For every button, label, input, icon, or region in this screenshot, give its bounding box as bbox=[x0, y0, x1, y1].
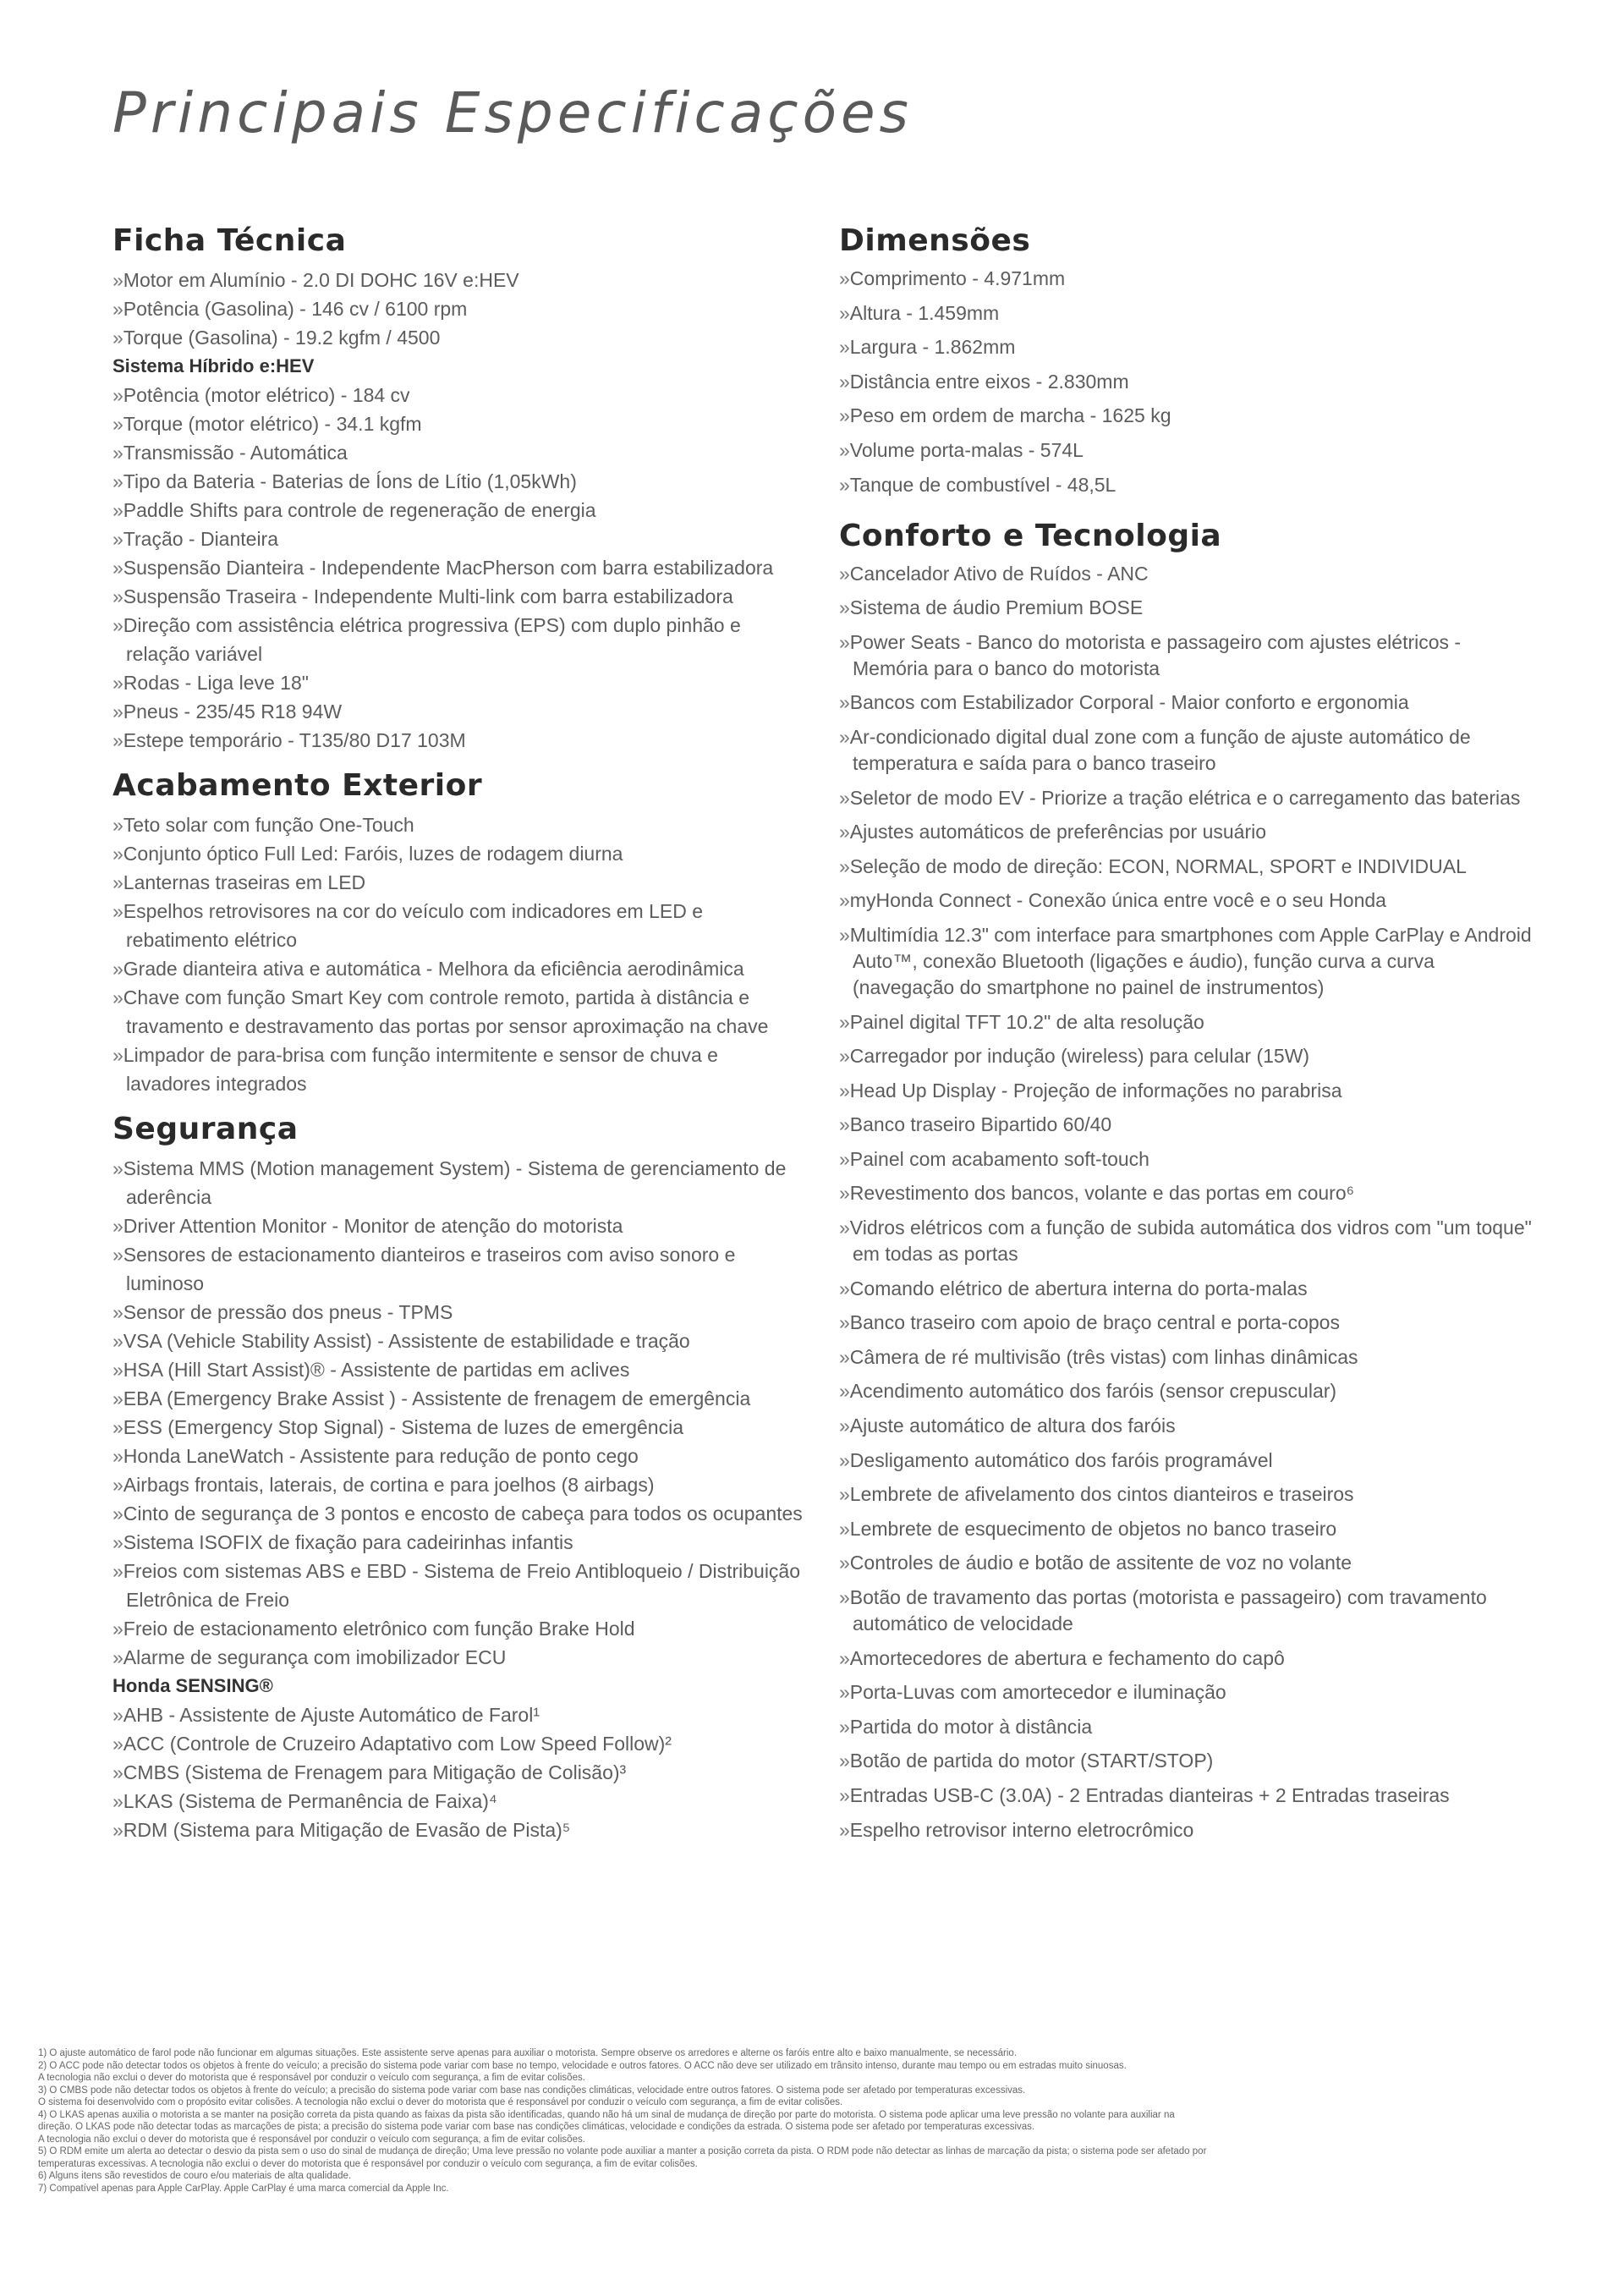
spec-item bbox=[112, 1528, 806, 1557]
spec-item bbox=[112, 438, 806, 467]
spec-item-text: Espelhos retrovisores na cor do veículo com indicadores em LED e rebatimento elétrico bbox=[123, 900, 704, 951]
spec-item bbox=[112, 1729, 806, 1758]
bullet-marker: » bbox=[112, 1618, 123, 1640]
spec-item-text: Entradas USB-C (3.0A) - 2 Entradas dianteiras + 2 Entradas traseiras bbox=[849, 1783, 1450, 1806]
spec-item-text: Sistema ISOFIX de fixação para cadeirinhas infantis bbox=[123, 1531, 573, 1553]
spec-item-text: Painel digital TFT 10.2" de alta resolução bbox=[849, 1010, 1204, 1033]
spec-item-text: AHB - Assistente de Ajuste Automático de Farol¹ bbox=[123, 1704, 540, 1726]
spec-item bbox=[112, 810, 806, 839]
spec-item-text: Acendimento automático dos faróis (sensor crepuscular) bbox=[849, 1380, 1337, 1403]
bullet-marker: » bbox=[112, 1387, 123, 1409]
bullet-marker: » bbox=[112, 1215, 123, 1237]
bullet-marker: » bbox=[839, 1483, 850, 1506]
bullet-marker: » bbox=[839, 691, 850, 714]
spec-item-text: Tipo da Bateria - Baterias de Íons de Lítio (1,05kWh) bbox=[123, 470, 577, 492]
seguranca-section bbox=[112, 1110, 806, 1844]
spec-item bbox=[112, 294, 806, 323]
spec-item-text: Lanternas traseiras em LED bbox=[123, 871, 366, 893]
seguranca-list bbox=[112, 1154, 806, 1672]
spec-item bbox=[839, 1146, 1533, 1173]
spec-item bbox=[839, 595, 1533, 621]
spec-item bbox=[112, 726, 806, 755]
bullet-marker: » bbox=[112, 528, 123, 550]
bullet-marker: » bbox=[112, 585, 123, 607]
bullet-marker: » bbox=[112, 1560, 123, 1582]
bullet-marker: » bbox=[112, 672, 123, 694]
bullet-marker: » bbox=[112, 1044, 123, 1066]
spec-item-text: Limpador de para-brisa com função intermitente e sensor de chuva e lavadores integrados bbox=[123, 1044, 718, 1095]
spec-item-text: Seleção de modo de direção: ECON, NORMAL, SPORT e INDIVIDUAL bbox=[849, 854, 1467, 877]
bullet-marker: » bbox=[112, 1157, 123, 1179]
spec-item-text: Freio de estacionamento eletrônico com função Brake Hold bbox=[123, 1618, 635, 1640]
bullet-marker: » bbox=[112, 470, 123, 492]
spec-item-text: Freios com sistemas ABS e EBD - Sistema de Freio Antibloqueio / Distribuição Eletrônica de Freio bbox=[123, 1560, 801, 1611]
spec-item bbox=[839, 1481, 1533, 1508]
spec-item-text: Cinto de segurança de 3 pontos e encosto de cabeça para todos os ocupantes bbox=[123, 1503, 803, 1525]
bullet-marker: » bbox=[839, 473, 850, 496]
bullet-marker: » bbox=[112, 986, 123, 1008]
spec-item bbox=[112, 1499, 806, 1528]
bullet-marker: » bbox=[839, 889, 850, 912]
spec-item bbox=[112, 1758, 806, 1787]
spec-item bbox=[112, 1211, 806, 1240]
dimensoes-list bbox=[839, 266, 1533, 498]
spec-item-text: Potência (motor elétrico) - 184 cv bbox=[123, 384, 410, 406]
bullet-marker: » bbox=[839, 1750, 850, 1772]
bullet-marker: » bbox=[112, 1359, 123, 1381]
spec-item-text: Airbags frontais, laterais, de cortina e para joelhos (8 airbags) bbox=[123, 1474, 655, 1496]
spec-item bbox=[839, 561, 1533, 587]
bullet-marker: » bbox=[839, 1311, 850, 1334]
spec-item-text: LKAS (Sistema de Permanência de Faixa)⁴ bbox=[123, 1790, 497, 1812]
bullet-marker: » bbox=[112, 1474, 123, 1496]
footnote-line: 4) O LKAS apenas auxilia o motorista a se manter na posição correta da pista quando as faixas da pista são identificadas, quando não há um sinal de mudança de direção por parte do motorista. O sistema pode aplicar uma leve pressão no volante para auxiliar na bbox=[38, 2109, 1175, 2120]
bullet-marker: » bbox=[839, 786, 850, 809]
footnote-line: O sistema foi desenvolvido com o propósito evitar colisões. A tecnologia não exclui o dever do motorista que é responsável por conduzir o veículo com segurança, a fim de evitar colisões. bbox=[38, 2097, 843, 2107]
spec-item-text: Multimídia 12.3" com interface para smartphones com Apple CarPlay e Android Auto™, conexão Bluetooth (ligações e áudio), função curva a curva (navegação do smartphone no painel de instrumentos) bbox=[849, 923, 1532, 998]
bullet-marker: » bbox=[112, 499, 123, 521]
bullet-marker: » bbox=[839, 821, 850, 843]
spec-item bbox=[839, 1585, 1533, 1637]
bullet-marker: » bbox=[839, 1552, 850, 1574]
bullet-marker: » bbox=[839, 1079, 850, 1102]
spec-item bbox=[112, 553, 806, 582]
bullet-marker: » bbox=[112, 843, 123, 865]
spec-item-text: RDM (Sistema para Mitigação de Evasão de Pista)⁵ bbox=[123, 1819, 571, 1841]
bullet-marker: » bbox=[839, 1045, 850, 1068]
spec-item-text: Revestimento dos bancos, volante e das portas em couro⁶ bbox=[849, 1182, 1355, 1205]
bullet-marker: » bbox=[112, 1704, 123, 1726]
bullet-marker: » bbox=[839, 630, 850, 653]
spec-item bbox=[112, 611, 806, 668]
spec-item-text: Cancelador Ativo de Ruídos - ANC bbox=[849, 562, 1149, 585]
footnote-line: direção. O LKAS pode não detectar todas as marcações de pista; a precisão do sistema pode variar com base nas condições climáticas, velocidade e condições da estrada. O sistema pode ser afetado por temperaturas excessivas. bbox=[38, 2122, 1035, 2132]
spec-item-text: Desligamento automático dos faróis programável bbox=[849, 1448, 1273, 1471]
spec-item bbox=[839, 629, 1533, 682]
bullet-marker: » bbox=[112, 614, 123, 636]
spec-item bbox=[112, 983, 806, 1041]
spec-item bbox=[839, 334, 1533, 360]
spec-item-text: Largura - 1.862mm bbox=[849, 336, 1016, 359]
spec-item-text: Partida do motor à distância bbox=[849, 1715, 1093, 1738]
spec-item-text: myHonda Connect - Conexão única entre você e o seu Honda bbox=[849, 889, 1386, 912]
spec-item bbox=[839, 1550, 1533, 1576]
spec-item-text: ESS (Emergency Stop Signal) - Sistema de luzes de emergência bbox=[123, 1416, 684, 1438]
spec-item bbox=[112, 266, 806, 294]
bullet-marker: » bbox=[112, 958, 123, 980]
spec-item-text: Grade dianteira ativa e automática - Melhora da eficiência aerodinâmica bbox=[123, 958, 744, 980]
spec-item-text: Sensores de estacionamento dianteiros e traseiros com aviso sonoro e luminoso bbox=[123, 1244, 736, 1294]
bullet-marker: » bbox=[112, 1819, 123, 1841]
spec-item-text: ACC (Controle de Cruzeiro Adaptativo com Low Speed Follow)² bbox=[123, 1733, 672, 1755]
bullet-marker: » bbox=[839, 438, 850, 461]
bullet-marker: » bbox=[112, 700, 123, 722]
spec-item bbox=[112, 1298, 806, 1327]
spec-item bbox=[112, 1355, 806, 1384]
bullet-marker: » bbox=[839, 1818, 850, 1841]
bullet-marker: » bbox=[112, 298, 123, 320]
honda-sensing-subheading: Honda SENSING® bbox=[112, 1675, 273, 1696]
bullet-marker: » bbox=[839, 1182, 850, 1205]
spec-item-text: Sistema MMS (Motion management System) - Sistema de gerenciamento de aderência bbox=[123, 1157, 787, 1208]
spec-item bbox=[839, 1714, 1533, 1740]
spec-item bbox=[112, 1643, 806, 1672]
spec-item bbox=[112, 496, 806, 525]
spec-item bbox=[839, 854, 1533, 880]
spec-item-text: Ajuste automático de altura dos faróis bbox=[849, 1415, 1176, 1437]
spec-item-text: Torque (Gasolina) - 19.2 kgfm / 4500 bbox=[123, 327, 441, 349]
spec-item-text: Banco traseiro com apoio de braço central e porta-copos bbox=[849, 1311, 1340, 1334]
hybrid-system-subheading: Sistema Híbrido e:HEV bbox=[112, 355, 315, 376]
footnote-line: 7) Compatível apenas para Apple CarPlay. Apple CarPlay é uma marca comercial da Apple Inc. bbox=[38, 2183, 449, 2194]
seguranca-heading: Segurança bbox=[112, 1112, 299, 1146]
spec-item bbox=[112, 1041, 806, 1098]
spec-item bbox=[839, 1378, 1533, 1404]
spec-item-text: Transmissão - Automática bbox=[123, 442, 348, 464]
spec-item-text: Bancos com Estabilizador Corporal - Maior conforto e ergonomia bbox=[849, 691, 1409, 714]
spec-item-text: Driver Attention Monitor - Monitor de atenção do motorista bbox=[123, 1215, 623, 1237]
spec-item-text: Distância entre eixos - 2.830mm bbox=[849, 370, 1129, 393]
spec-item-text: Volume porta-malas - 574L bbox=[849, 438, 1084, 461]
spec-item bbox=[112, 868, 806, 897]
bullet-marker: » bbox=[839, 1345, 850, 1368]
spec-item bbox=[839, 1448, 1533, 1474]
spec-item-text: Tanque de combustível - 48,5L bbox=[849, 473, 1116, 496]
spec-item bbox=[112, 1240, 806, 1298]
bullet-marker: » bbox=[112, 729, 123, 751]
footnote-line: 1) O ajuste automático de farol pode não funcionar em algumas situações. Este assistente serve apenas para auxiliar o motorista. Sempre observe os arredores e alterne os faróis entre alto e baixo manualmente, se necessário. bbox=[38, 2048, 1018, 2058]
ficha-tecnica-heading: Ficha Técnica bbox=[112, 223, 347, 258]
spec-item bbox=[112, 1327, 806, 1355]
spec-item-text: Comando elétrico de abertura interna do porta-malas bbox=[849, 1277, 1308, 1299]
spec-item bbox=[112, 1816, 806, 1844]
bullet-marker: » bbox=[839, 562, 850, 585]
spec-item bbox=[839, 1516, 1533, 1542]
spec-item bbox=[112, 1442, 806, 1470]
bullet-marker: » bbox=[839, 1415, 850, 1437]
left-column bbox=[112, 222, 806, 1844]
bullet-marker: » bbox=[112, 871, 123, 893]
spec-item-text: Seletor de modo EV - Priorize a tração elétrica e o carregamento das baterias bbox=[849, 786, 1521, 809]
spec-item bbox=[839, 1783, 1533, 1809]
bullet-marker: » bbox=[839, 404, 850, 427]
spec-item-text: Potência (Gasolina) - 146 cv / 6100 rpm bbox=[123, 298, 468, 320]
spec-item-text: Power Seats - Banco do motorista e passageiro com ajustes elétricos - Memória para o banco do motorista bbox=[849, 630, 1462, 679]
spec-item bbox=[839, 689, 1533, 716]
bullet-marker: » bbox=[112, 1531, 123, 1553]
spec-item bbox=[839, 300, 1533, 327]
bullet-marker: » bbox=[112, 1646, 123, 1668]
spec-item-text: Conjunto óptico Full Led: Faróis, luzes de rodagem diurna bbox=[123, 843, 623, 865]
bullet-marker: » bbox=[839, 1380, 850, 1403]
bullet-marker: » bbox=[112, 442, 123, 464]
footnote-line: 5) O RDM emite um alerta ao detectar o desvio da pista sem o uso do sinal de mudança de direção; Uma leve pressão no volante pode auxiliar a manter a posição correta da pista. O RDM pode não detectar as linhas de marcação da pista; o sistema pode ser afetado por bbox=[38, 2146, 1207, 2156]
spec-item-text: EBA (Emergency Brake Assist ) - Assistente de frenagem de emergência bbox=[123, 1387, 751, 1409]
spec-item-text: Tração - Dianteira bbox=[123, 528, 279, 550]
bullet-marker: » bbox=[839, 725, 850, 748]
footnotes bbox=[38, 2047, 1594, 2195]
spec-item-text: Peso em ordem de marcha - 1625 kg bbox=[849, 404, 1171, 427]
spec-item-text: Espelho retrovisor interno eletrocrômico bbox=[849, 1818, 1194, 1841]
bullet-marker: » bbox=[112, 269, 123, 291]
acabamento-exterior-list bbox=[112, 810, 806, 1098]
bullet-marker: » bbox=[839, 1147, 850, 1170]
spec-item bbox=[112, 1787, 806, 1816]
spec-item bbox=[839, 1112, 1533, 1138]
bullet-marker: » bbox=[112, 1503, 123, 1525]
bullet-marker: » bbox=[839, 1517, 850, 1540]
conforto-tecnologia-list bbox=[839, 561, 1533, 1843]
spec-item bbox=[112, 381, 806, 409]
spec-item bbox=[112, 839, 806, 868]
spec-item bbox=[839, 266, 1533, 292]
spec-item bbox=[839, 1817, 1533, 1843]
spec-item-text: Amortecedores de abertura e fechamento do capô bbox=[849, 1646, 1285, 1669]
spec-item bbox=[839, 1215, 1533, 1267]
spec-item bbox=[839, 1645, 1533, 1672]
spec-item-text: Teto solar com função One-Touch bbox=[123, 814, 414, 836]
bullet-marker: » bbox=[839, 854, 850, 877]
bullet-marker: » bbox=[839, 923, 850, 946]
spec-item bbox=[839, 785, 1533, 811]
spec-item bbox=[839, 1043, 1533, 1069]
spec-item bbox=[112, 1700, 806, 1729]
bullet-marker: » bbox=[112, 1301, 123, 1323]
spec-item-text: Lembrete de esquecimento de objetos no banco traseiro bbox=[849, 1517, 1337, 1540]
spec-item-text: Chave com função Smart Key com controle remoto, partida à distância e travamento e destravamento das portas por sensor aproximação na chave bbox=[123, 986, 769, 1037]
spec-item bbox=[839, 1310, 1533, 1336]
spec-item-text: Torque (motor elétrico) - 34.1 kgfm bbox=[123, 413, 422, 435]
spec-item bbox=[839, 819, 1533, 845]
spec-item bbox=[112, 1413, 806, 1442]
bullet-marker: » bbox=[839, 1113, 850, 1136]
footnote-line: 3) O CMBS pode não detectar todos os objetos à frente do veículo; a precisão do sistema pode variar com base nas condições climáticas, velocidade entre outros fatores. O sistema pode ser afetado por temperaturas excessivas. bbox=[38, 2085, 1026, 2096]
spec-item bbox=[839, 437, 1533, 464]
bullet-marker: » bbox=[112, 413, 123, 435]
hybrid-system-list bbox=[112, 381, 806, 755]
spec-item bbox=[112, 323, 806, 352]
bullet-marker: » bbox=[839, 267, 850, 289]
spec-item bbox=[112, 897, 806, 954]
spec-item bbox=[112, 467, 806, 496]
bullet-marker: » bbox=[112, 327, 123, 349]
conforto-tecnologia-heading: Conforto e Tecnologia bbox=[839, 518, 1222, 553]
footnote-line: temperaturas excessivas. A tecnologia não exclui o dever do motorista que é responsável por conduzir o veículo com segurança, a fim de evitar colisões. bbox=[38, 2158, 698, 2169]
bullet-marker: » bbox=[839, 370, 850, 393]
bullet-marker: » bbox=[112, 1416, 123, 1438]
dimensoes-heading: Dimensões bbox=[839, 223, 1031, 258]
acabamento-exterior-heading: Acabamento Exterior bbox=[112, 768, 483, 803]
bullet-marker: » bbox=[839, 1217, 850, 1239]
spec-item-text: Suspensão Traseira - Independente Multi-link com barra estabilizadora bbox=[123, 585, 733, 607]
spec-item-text: Carregador por indução (wireless) para celular (15W) bbox=[849, 1045, 1310, 1068]
bullet-marker: » bbox=[839, 1646, 850, 1669]
spec-item bbox=[839, 1679, 1533, 1706]
bullet-marker: » bbox=[839, 336, 850, 359]
spec-item-text: HSA (Hill Start Assist)® - Assistente de partidas em aclives bbox=[123, 1359, 630, 1381]
spec-item bbox=[839, 1413, 1533, 1439]
spec-item bbox=[839, 1078, 1533, 1104]
bullet-marker: » bbox=[112, 1244, 123, 1266]
spec-item-text: Rodas - Liga leve 18" bbox=[123, 672, 309, 694]
spec-item-text: Pneus - 235/45 R18 94W bbox=[123, 700, 343, 722]
spec-item bbox=[112, 1384, 806, 1413]
spec-item-text: Altura - 1.459mm bbox=[849, 301, 1000, 324]
spec-item-text: Sensor de pressão dos pneus - TPMS bbox=[123, 1301, 453, 1323]
ficha-tecnica-section bbox=[112, 222, 806, 755]
spec-item-text: Direção com assistência elétrica progressiva (EPS) com duplo pinhão e relação variável bbox=[123, 614, 741, 665]
spec-item bbox=[839, 1009, 1533, 1036]
bullet-marker: » bbox=[839, 301, 850, 324]
bullet-marker: » bbox=[112, 557, 123, 579]
bullet-marker: » bbox=[112, 1790, 123, 1812]
spec-item bbox=[839, 922, 1533, 1001]
spec-item-text: Painel com acabamento soft-touch bbox=[849, 1147, 1149, 1170]
spec-item bbox=[839, 1748, 1533, 1774]
ficha-tecnica-list bbox=[112, 266, 806, 352]
spec-item-text: Câmera de ré multivisão (três vistas) com linhas dinâmicas bbox=[849, 1345, 1358, 1368]
spec-item-text: Ar-condicionado digital dual zone com a função de ajuste automático de temperatura e saída para o banco traseiro bbox=[849, 725, 1471, 774]
bullet-marker: » bbox=[839, 1715, 850, 1738]
spec-item bbox=[112, 525, 806, 553]
spec-item bbox=[112, 697, 806, 726]
bullet-marker: » bbox=[839, 1681, 850, 1704]
honda-sensing-list bbox=[112, 1700, 806, 1844]
spec-item bbox=[839, 403, 1533, 429]
bullet-marker: » bbox=[112, 384, 123, 406]
spec-item-text: Head Up Display - Projeção de informações no parabrisa bbox=[849, 1079, 1342, 1102]
acabamento-exterior-section bbox=[112, 766, 806, 1098]
spec-item bbox=[112, 409, 806, 438]
right-column bbox=[839, 222, 1533, 1851]
bullet-marker: » bbox=[839, 1010, 850, 1033]
spec-item-text: Alarme de segurança com imobilizador ECU bbox=[123, 1646, 507, 1668]
spec-item bbox=[839, 887, 1533, 914]
spec-item bbox=[112, 1470, 806, 1499]
spec-item-text: Controles de áudio e botão de assitente de voz no volante bbox=[849, 1552, 1352, 1574]
spec-item-text: CMBS (Sistema de Frenagem para Mitigação de Colisão)³ bbox=[123, 1761, 627, 1783]
spec-item bbox=[839, 369, 1533, 395]
bullet-marker: » bbox=[839, 1448, 850, 1471]
bullet-marker: » bbox=[839, 1783, 850, 1806]
spec-item-text: Banco traseiro Bipartido 60/40 bbox=[849, 1113, 1112, 1136]
spec-item-text: Comprimento - 4.971mm bbox=[849, 267, 1066, 289]
dimensoes-section bbox=[839, 222, 1533, 498]
spec-item bbox=[839, 472, 1533, 498]
spec-item-text: Motor em Alumínio - 2.0 DI DOHC 16V e:HEV bbox=[123, 269, 519, 291]
spec-item bbox=[839, 724, 1533, 777]
bullet-marker: » bbox=[839, 1277, 850, 1299]
spec-item-text: Estepe temporário - T135/80 D17 103M bbox=[123, 729, 466, 751]
spec-item-text: VSA (Vehicle Stability Assist) - Assistente de estabilidade e tração bbox=[123, 1330, 690, 1352]
spec-item bbox=[839, 1344, 1533, 1371]
bullet-marker: » bbox=[112, 1761, 123, 1783]
bullet-marker: » bbox=[112, 900, 123, 922]
spec-item bbox=[839, 1276, 1533, 1302]
bullet-marker: » bbox=[112, 1445, 123, 1467]
footnote-line: A tecnologia não exclui o dever do motorista que é responsável por conduzir o veículo com segurança, a fim de evitar colisões. bbox=[38, 2134, 585, 2145]
spec-item bbox=[112, 1557, 806, 1614]
spec-item-text: Suspensão Dianteira - Independente MacPherson com barra estabilizadora bbox=[123, 557, 774, 579]
spec-item bbox=[112, 582, 806, 611]
spec-item-text: Botão de partida do motor (START/STOP) bbox=[849, 1750, 1214, 1772]
bullet-marker: » bbox=[112, 1733, 123, 1755]
page-title: Principais Especificações bbox=[112, 80, 913, 146]
footnote-line: 2) O ACC pode não detectar todos os objetos à frente do veículo; a precisão do sistema pode variar com base no tempo, velocidade e outros fatores. O ACC não deve ser utilizado em trânsito intenso, durante mau tempo ou em estradas muito sinuosas. bbox=[38, 2060, 1127, 2071]
spec-item bbox=[112, 1154, 806, 1211]
spec-item bbox=[112, 1614, 806, 1643]
footnote-line: A tecnologia não exclui o dever do motorista que é responsável por conduzir o veículo com segurança, a fim de evitar colisões. bbox=[38, 2073, 585, 2083]
footnote-line: 6) Alguns itens são revestidos de couro e/ou materiais de alta qualidade. bbox=[38, 2171, 352, 2181]
conforto-tecnologia-section bbox=[839, 517, 1533, 1843]
bullet-marker: » bbox=[839, 1586, 850, 1608]
spec-item-text: Botão de travamento das portas (motorista e passageiro) com travamento automático de velocidade bbox=[849, 1586, 1487, 1634]
spec-item-text: Paddle Shifts para controle de regeneração de energia bbox=[123, 499, 596, 521]
spec-item-text: Lembrete de afivelamento dos cintos dianteiros e traseiros bbox=[849, 1483, 1354, 1506]
spec-item-text: Ajustes automáticos de preferências por usuário bbox=[849, 821, 1267, 843]
spec-item-text: Honda LaneWatch - Assistente para redução de ponto cego bbox=[123, 1445, 639, 1467]
bullet-marker: » bbox=[839, 596, 850, 619]
spec-item-text: Vidros elétricos com a função de subida automática dos vidros com "um toque" em todas as portas bbox=[849, 1217, 1532, 1266]
bullet-marker: » bbox=[112, 814, 123, 836]
bullet-marker: » bbox=[112, 1330, 123, 1352]
spec-item bbox=[112, 668, 806, 697]
spec-item-text: Porta-Luvas com amortecedor e iluminação bbox=[849, 1681, 1226, 1704]
spec-item bbox=[112, 954, 806, 983]
spec-item bbox=[839, 1180, 1533, 1206]
spec-item-text: Sistema de áudio Premium BOSE bbox=[849, 596, 1144, 619]
